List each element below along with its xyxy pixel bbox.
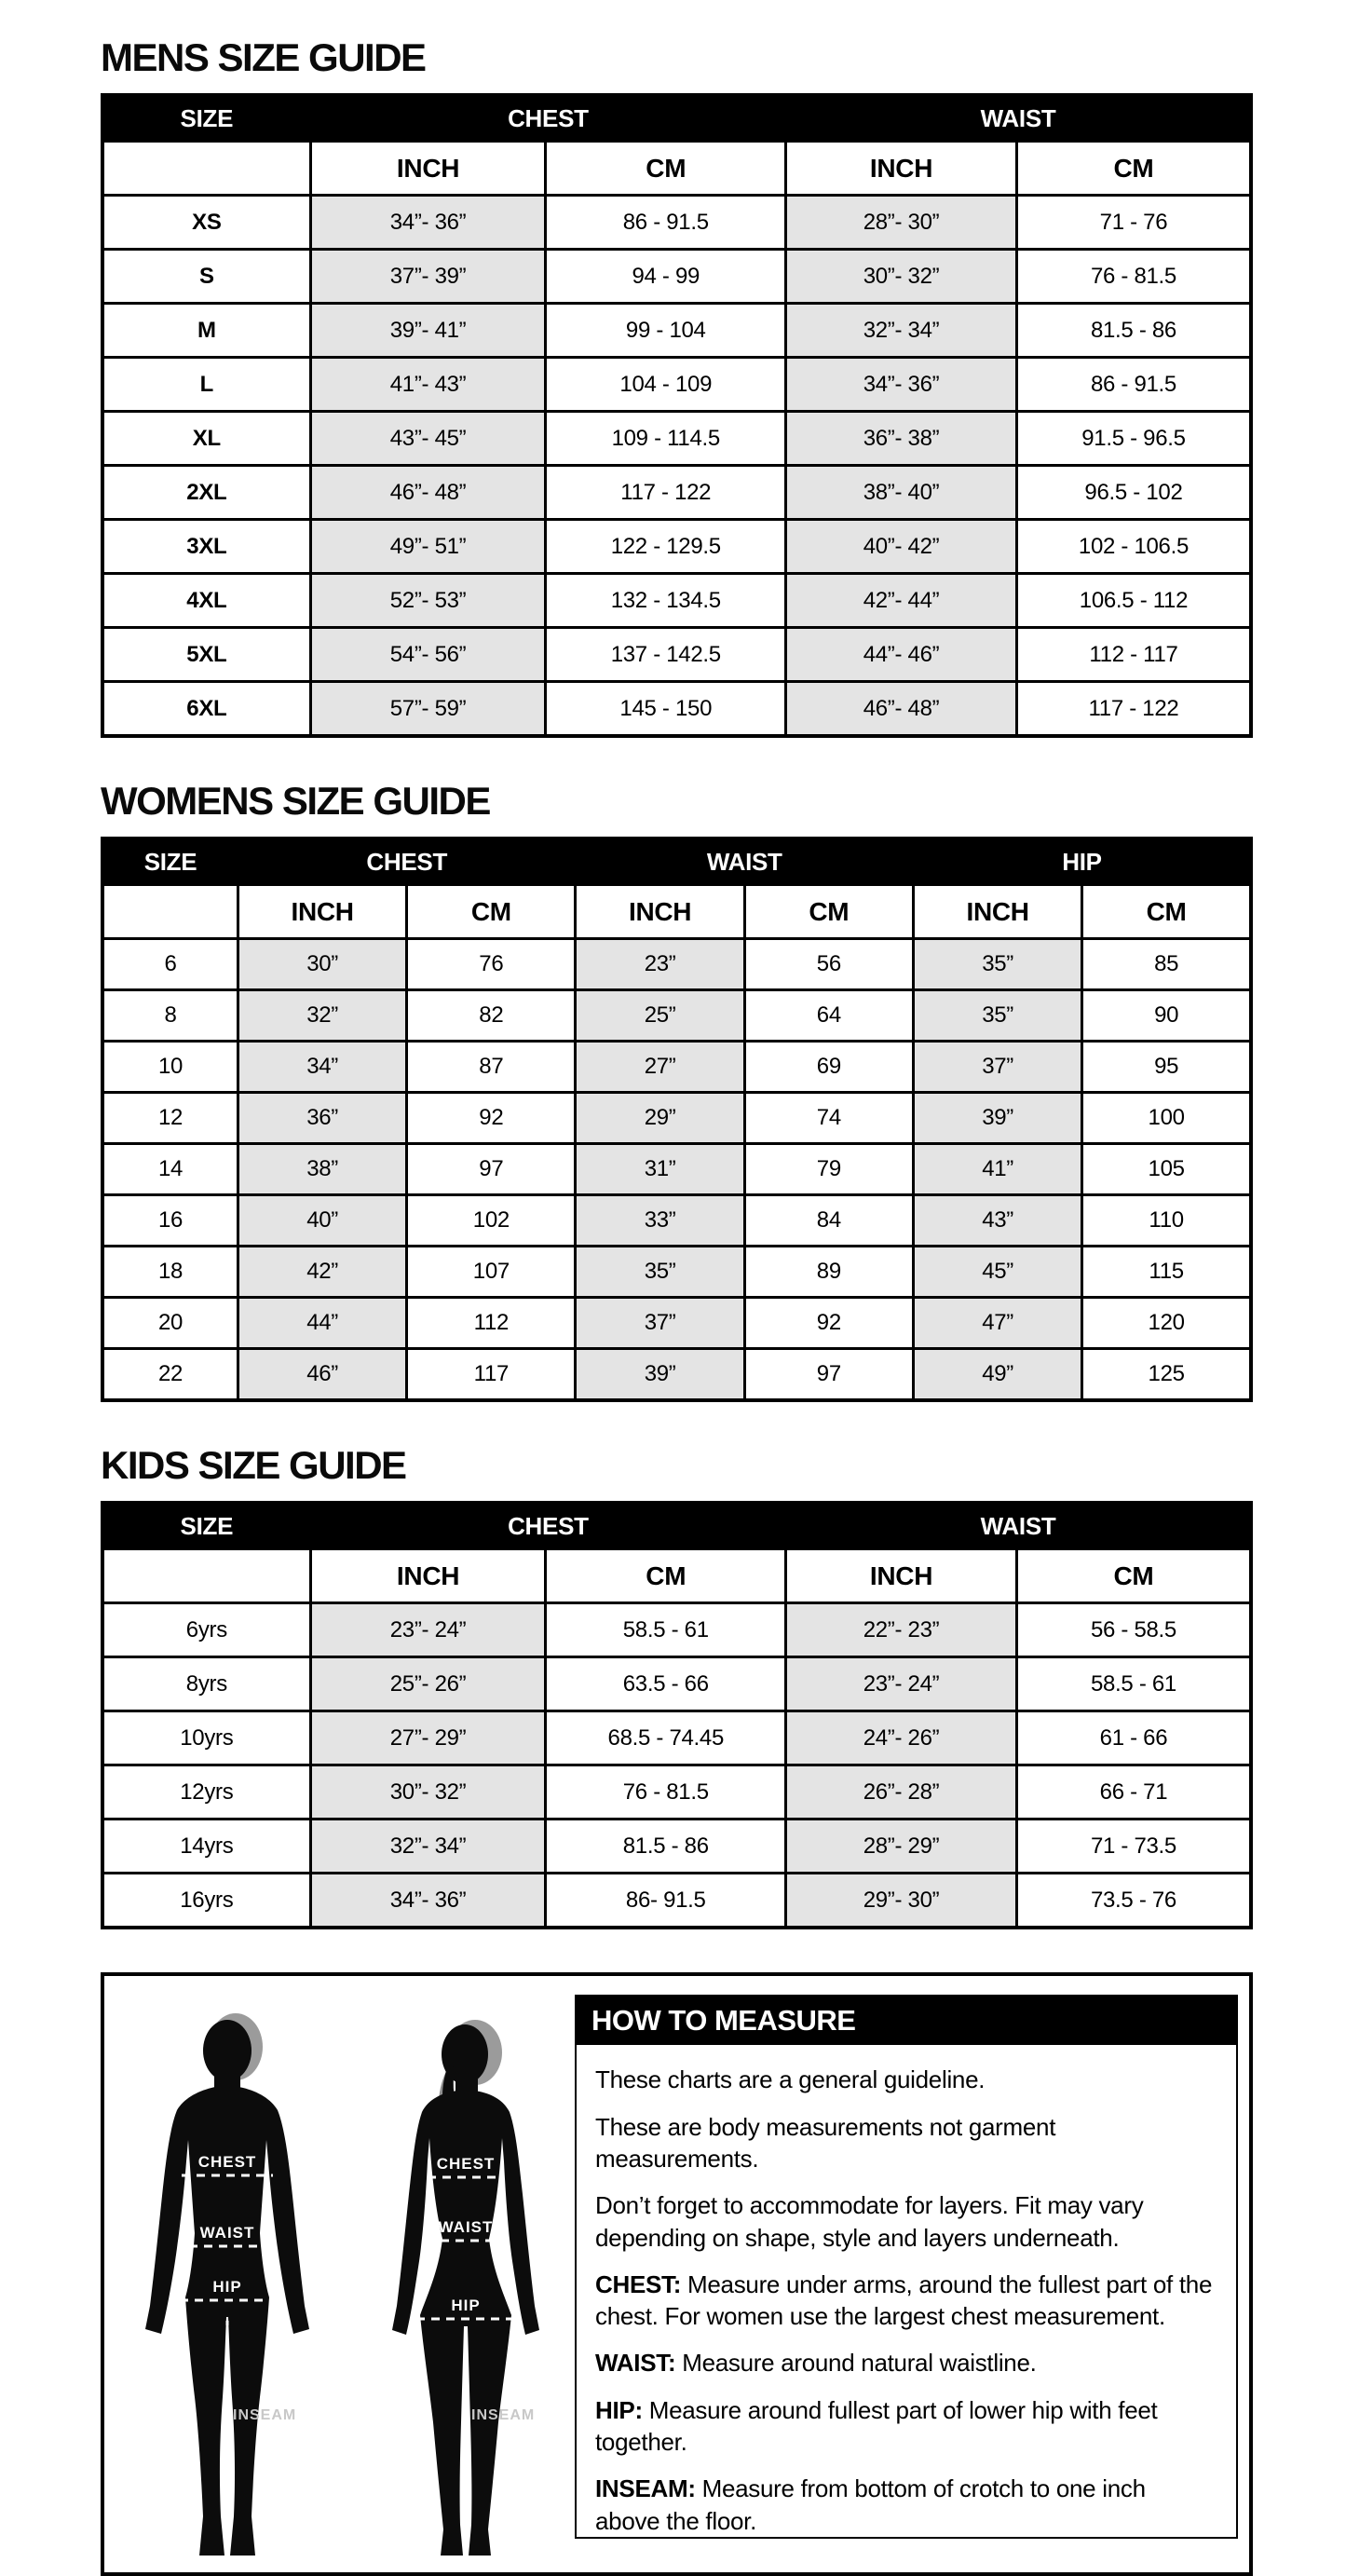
table-row — [102, 1603, 1251, 1657]
value-cell: 122 - 129.5 — [546, 520, 786, 574]
measurement-figures — [104, 1976, 575, 2572]
subheader-cm: CM — [1082, 885, 1251, 939]
size-cell: 2XL — [102, 466, 310, 520]
value-cell: 117 - 122 — [1016, 682, 1251, 737]
table-row — [102, 939, 1251, 990]
male-hip-label: HIP — [211, 2278, 242, 2297]
table-row — [102, 1144, 1251, 1195]
table-row — [102, 466, 1251, 520]
empty-cell — [102, 142, 310, 196]
value-cell: 40” — [238, 1195, 406, 1247]
subheader-inch: INCH — [310, 142, 546, 196]
column-header-size: SIZE — [102, 1503, 310, 1549]
value-cell: 145 - 150 — [546, 682, 786, 737]
table-row — [102, 1820, 1251, 1874]
value-cell: 106.5 - 112 — [1016, 574, 1251, 628]
value-cell: 102 - 106.5 — [1016, 520, 1251, 574]
mens-header-row — [102, 95, 1251, 142]
value-cell: 66 - 71 — [1016, 1765, 1251, 1820]
value-cell: 37” — [913, 1042, 1081, 1093]
value-cell: 76 - 81.5 — [546, 1765, 786, 1820]
value-cell: 68.5 - 74.45 — [546, 1711, 786, 1765]
value-cell: 105 — [1082, 1144, 1251, 1195]
body-measurements-note: These are body measurements not garment measurements. — [595, 2112, 1056, 2173]
value-cell: 39” — [576, 1349, 744, 1401]
value-cell: 35” — [913, 990, 1081, 1042]
value-cell: 81.5 - 86 — [1016, 304, 1251, 358]
size-cell: M — [102, 304, 310, 358]
value-cell: 76 — [407, 939, 576, 990]
value-cell: 117 — [407, 1349, 576, 1401]
value-cell: 95 — [1082, 1042, 1251, 1093]
value-cell: 23” — [576, 939, 744, 990]
size-cell: 8yrs — [102, 1657, 310, 1711]
value-cell: 71 - 73.5 — [1016, 1820, 1251, 1874]
womens-subheader-row — [102, 885, 1251, 939]
hip-instruction: HIP: Measure around fullest part of lower hip with feet together. — [595, 2395, 1158, 2457]
value-cell: 31” — [576, 1144, 744, 1195]
subheader-inch: INCH — [913, 885, 1081, 939]
value-cell: 22”- 23” — [786, 1603, 1017, 1657]
mens-size-table — [101, 93, 1253, 738]
value-cell: 107 — [407, 1247, 576, 1298]
value-cell: 38”- 40” — [786, 466, 1017, 520]
value-cell: 94 - 99 — [546, 250, 786, 304]
table-row — [102, 1657, 1251, 1711]
value-cell: 120 — [1082, 1298, 1251, 1349]
value-cell: 37” — [576, 1298, 744, 1349]
value-cell: 104 - 109 — [546, 358, 786, 412]
mens-subheader-row — [102, 142, 1251, 196]
size-cell: 10yrs — [102, 1711, 310, 1765]
value-cell: 87 — [407, 1042, 576, 1093]
size-cell: 10 — [102, 1042, 238, 1093]
value-cell: 58.5 - 61 — [1016, 1657, 1251, 1711]
value-cell: 79 — [744, 1144, 913, 1195]
value-cell: 56 — [744, 939, 913, 990]
size-cell: 16 — [102, 1195, 238, 1247]
size-cell: XS — [102, 196, 310, 250]
value-cell: 46”- 48” — [786, 682, 1017, 737]
how-to-measure-title: HOW TO MEASURE — [577, 1997, 1236, 2045]
table-row — [102, 1765, 1251, 1820]
table-row — [102, 1247, 1251, 1298]
table-row — [102, 1298, 1251, 1349]
size-cell: S — [102, 250, 310, 304]
womens-size-table — [101, 837, 1253, 1402]
value-cell: 27” — [576, 1042, 744, 1093]
subheader-cm: CM — [1016, 142, 1251, 196]
value-cell: 34”- 36” — [310, 1874, 546, 1929]
value-cell: 132 - 134.5 — [546, 574, 786, 628]
subheader-cm: CM — [546, 142, 786, 196]
kids-subheader-row — [102, 1549, 1251, 1603]
column-header-chest: CHEST — [310, 95, 785, 142]
table-row — [102, 1711, 1251, 1765]
value-cell: 47” — [913, 1298, 1081, 1349]
column-header-size: SIZE — [102, 95, 310, 142]
value-cell: 74 — [744, 1093, 913, 1144]
value-cell: 27”- 29” — [310, 1711, 546, 1765]
value-cell: 86 - 91.5 — [546, 196, 786, 250]
column-header-waist: WAIST — [786, 95, 1251, 142]
how-to-measure-text — [577, 2045, 1236, 2550]
size-cell: 8 — [102, 990, 238, 1042]
value-cell: 61 - 66 — [1016, 1711, 1251, 1765]
size-cell: 4XL — [102, 574, 310, 628]
column-header-hip: HIP — [913, 838, 1251, 885]
value-cell: 96.5 - 102 — [1016, 466, 1251, 520]
value-cell: 26”- 28” — [786, 1765, 1017, 1820]
table-row — [102, 520, 1251, 574]
value-cell: 54”- 56” — [310, 628, 546, 682]
female-inseam-label: INSEAM — [470, 2407, 535, 2424]
size-cell: 6yrs — [102, 1603, 310, 1657]
value-cell: 43”- 45” — [310, 412, 546, 466]
empty-cell — [102, 1549, 310, 1603]
value-cell: 63.5 - 66 — [546, 1657, 786, 1711]
subheader-inch: INCH — [310, 1549, 546, 1603]
value-cell: 39” — [913, 1093, 1081, 1144]
subheader-inch: INCH — [786, 142, 1017, 196]
table-row — [102, 682, 1251, 737]
value-cell: 81.5 - 86 — [546, 1820, 786, 1874]
value-cell: 37”- 39” — [310, 250, 546, 304]
mens-section-title: MENS SIZE GUIDE — [101, 35, 426, 79]
value-cell: 92 — [744, 1298, 913, 1349]
table-row — [102, 1195, 1251, 1247]
value-cell: 97 — [744, 1349, 913, 1401]
value-cell: 35” — [576, 1247, 744, 1298]
male-waist-label: WAIST — [199, 2224, 254, 2242]
value-cell: 30”- 32” — [310, 1765, 546, 1820]
chest-instruction: CHEST: Measure under arms, around the fullest part of the chest. For women use the largest chest measurement. — [595, 2269, 1213, 2331]
table-row — [102, 1874, 1251, 1929]
value-cell: 46”- 48” — [310, 466, 546, 520]
value-cell: 25”- 26” — [310, 1657, 546, 1711]
size-cell: 5XL — [102, 628, 310, 682]
value-cell: 25” — [576, 990, 744, 1042]
value-cell: 42”- 44” — [786, 574, 1017, 628]
how-to-measure-section — [101, 1972, 1253, 2576]
column-header-chest: CHEST — [238, 838, 576, 885]
female-chest-label: CHEST — [436, 2155, 495, 2174]
size-cell: 18 — [102, 1247, 238, 1298]
kids-size-table — [101, 1501, 1253, 1929]
value-cell: 56 - 58.5 — [1016, 1603, 1251, 1657]
value-cell: 36” — [238, 1093, 406, 1144]
size-cell: 16yrs — [102, 1874, 310, 1929]
subheader-cm: CM — [744, 885, 913, 939]
table-row — [102, 1349, 1251, 1401]
table-row — [102, 1093, 1251, 1144]
size-cell: 6XL — [102, 682, 310, 737]
value-cell: 35” — [913, 939, 1081, 990]
value-cell: 28”- 29” — [786, 1820, 1017, 1874]
value-cell: 46” — [238, 1349, 406, 1401]
male-chest-label: CHEST — [197, 2153, 256, 2172]
value-cell: 34” — [238, 1042, 406, 1093]
male-silhouette-figure — [120, 1998, 334, 2569]
value-cell: 92 — [407, 1093, 576, 1144]
empty-cell — [102, 885, 238, 939]
value-cell: 91.5 - 96.5 — [1016, 412, 1251, 466]
inseam-instruction: INSEAM: Measure from bottom of crotch to one inch above the floor. — [595, 2474, 1146, 2535]
value-cell: 100 — [1082, 1093, 1251, 1144]
female-silhouette-figure — [359, 1998, 573, 2569]
table-row — [102, 628, 1251, 682]
subheader-inch: INCH — [576, 885, 744, 939]
value-cell: 125 — [1082, 1349, 1251, 1401]
value-cell: 112 — [407, 1298, 576, 1349]
table-row — [102, 304, 1251, 358]
waist-instruction: WAIST: Measure around natural waistline. — [595, 2349, 1037, 2378]
value-cell: 28”- 30” — [786, 196, 1017, 250]
value-cell: 112 - 117 — [1016, 628, 1251, 682]
how-to-measure-panel — [575, 1995, 1238, 2539]
subheader-cm: CM — [407, 885, 576, 939]
table-row — [102, 1042, 1251, 1093]
kids-section-title: KIDS SIZE GUIDE — [101, 1443, 406, 1488]
value-cell: 44” — [238, 1298, 406, 1349]
subheader-inch: INCH — [238, 885, 406, 939]
value-cell: 38” — [238, 1144, 406, 1195]
value-cell: 33” — [576, 1195, 744, 1247]
value-cell: 49”- 51” — [310, 520, 546, 574]
size-cell: 12 — [102, 1093, 238, 1144]
value-cell: 34”- 36” — [310, 196, 546, 250]
value-cell: 39”- 41” — [310, 304, 546, 358]
value-cell: 30” — [238, 939, 406, 990]
value-cell: 97 — [407, 1144, 576, 1195]
value-cell: 23”- 24” — [310, 1603, 546, 1657]
table-row — [102, 574, 1251, 628]
value-cell: 41”- 43” — [310, 358, 546, 412]
value-cell: 110 — [1082, 1195, 1251, 1247]
value-cell: 73.5 - 76 — [1016, 1874, 1251, 1929]
subheader-inch: INCH — [786, 1549, 1017, 1603]
value-cell: 42” — [238, 1247, 406, 1298]
column-header-waist: WAIST — [786, 1503, 1251, 1549]
size-cell: 3XL — [102, 520, 310, 574]
table-row — [102, 250, 1251, 304]
value-cell: 82 — [407, 990, 576, 1042]
value-cell: 57”- 59” — [310, 682, 546, 737]
size-cell: 12yrs — [102, 1765, 310, 1820]
value-cell: 71 - 76 — [1016, 196, 1251, 250]
size-cell: 20 — [102, 1298, 238, 1349]
table-row — [102, 990, 1251, 1042]
value-cell: 32” — [238, 990, 406, 1042]
table-row — [102, 358, 1251, 412]
womens-header-row — [102, 838, 1251, 885]
value-cell: 102 — [407, 1195, 576, 1247]
value-cell: 40”- 42” — [786, 520, 1017, 574]
size-cell: 14 — [102, 1144, 238, 1195]
value-cell: 23”- 24” — [786, 1657, 1017, 1711]
table-row — [102, 412, 1251, 466]
size-cell: 6 — [102, 939, 238, 990]
value-cell: 34”- 36” — [786, 358, 1017, 412]
value-cell: 41” — [913, 1144, 1081, 1195]
male-inseam-label: INSEAM — [232, 2407, 296, 2424]
value-cell: 85 — [1082, 939, 1251, 990]
value-cell: 52”- 53” — [310, 574, 546, 628]
female-waist-label: WAIST — [438, 2218, 493, 2237]
value-cell: 30”- 32” — [786, 250, 1017, 304]
value-cell: 44”- 46” — [786, 628, 1017, 682]
value-cell: 86 - 91.5 — [1016, 358, 1251, 412]
column-header-waist: WAIST — [576, 838, 914, 885]
womens-section-title: WOMENS SIZE GUIDE — [101, 779, 490, 824]
kids-header-row — [102, 1503, 1251, 1549]
value-cell: 84 — [744, 1195, 913, 1247]
value-cell: 49” — [913, 1349, 1081, 1401]
female-hip-label: HIP — [450, 2297, 481, 2315]
value-cell: 115 — [1082, 1247, 1251, 1298]
value-cell: 137 - 142.5 — [546, 628, 786, 682]
value-cell: 29”- 30” — [786, 1874, 1017, 1929]
table-row — [102, 196, 1251, 250]
size-cell: 14yrs — [102, 1820, 310, 1874]
value-cell: 43” — [913, 1195, 1081, 1247]
value-cell: 64 — [744, 990, 913, 1042]
column-header-chest: CHEST — [310, 1503, 785, 1549]
value-cell: 32”- 34” — [310, 1820, 546, 1874]
value-cell: 32”- 34” — [786, 304, 1017, 358]
column-header-size: SIZE — [102, 838, 238, 885]
value-cell: 117 - 122 — [546, 466, 786, 520]
value-cell: 69 — [744, 1042, 913, 1093]
value-cell: 99 - 104 — [546, 304, 786, 358]
value-cell: 89 — [744, 1247, 913, 1298]
value-cell: 109 - 114.5 — [546, 412, 786, 466]
value-cell: 90 — [1082, 990, 1251, 1042]
size-cell: L — [102, 358, 310, 412]
value-cell: 29” — [576, 1093, 744, 1144]
value-cell: 45” — [913, 1247, 1081, 1298]
value-cell: 86- 91.5 — [546, 1874, 786, 1929]
subheader-cm: CM — [546, 1549, 786, 1603]
layers-note: Don’t forget to accommodate for layers. Fit may vary depending on shape, style and layers underneath. — [595, 2191, 1144, 2252]
size-cell: 22 — [102, 1349, 238, 1401]
value-cell: 24”- 26” — [786, 1711, 1017, 1765]
value-cell: 36”- 38” — [786, 412, 1017, 466]
subheader-cm: CM — [1016, 1549, 1251, 1603]
value-cell: 58.5 - 61 — [546, 1603, 786, 1657]
guideline-note: These charts are a general guideline. — [595, 2065, 986, 2094]
value-cell: 76 - 81.5 — [1016, 250, 1251, 304]
size-cell: XL — [102, 412, 310, 466]
